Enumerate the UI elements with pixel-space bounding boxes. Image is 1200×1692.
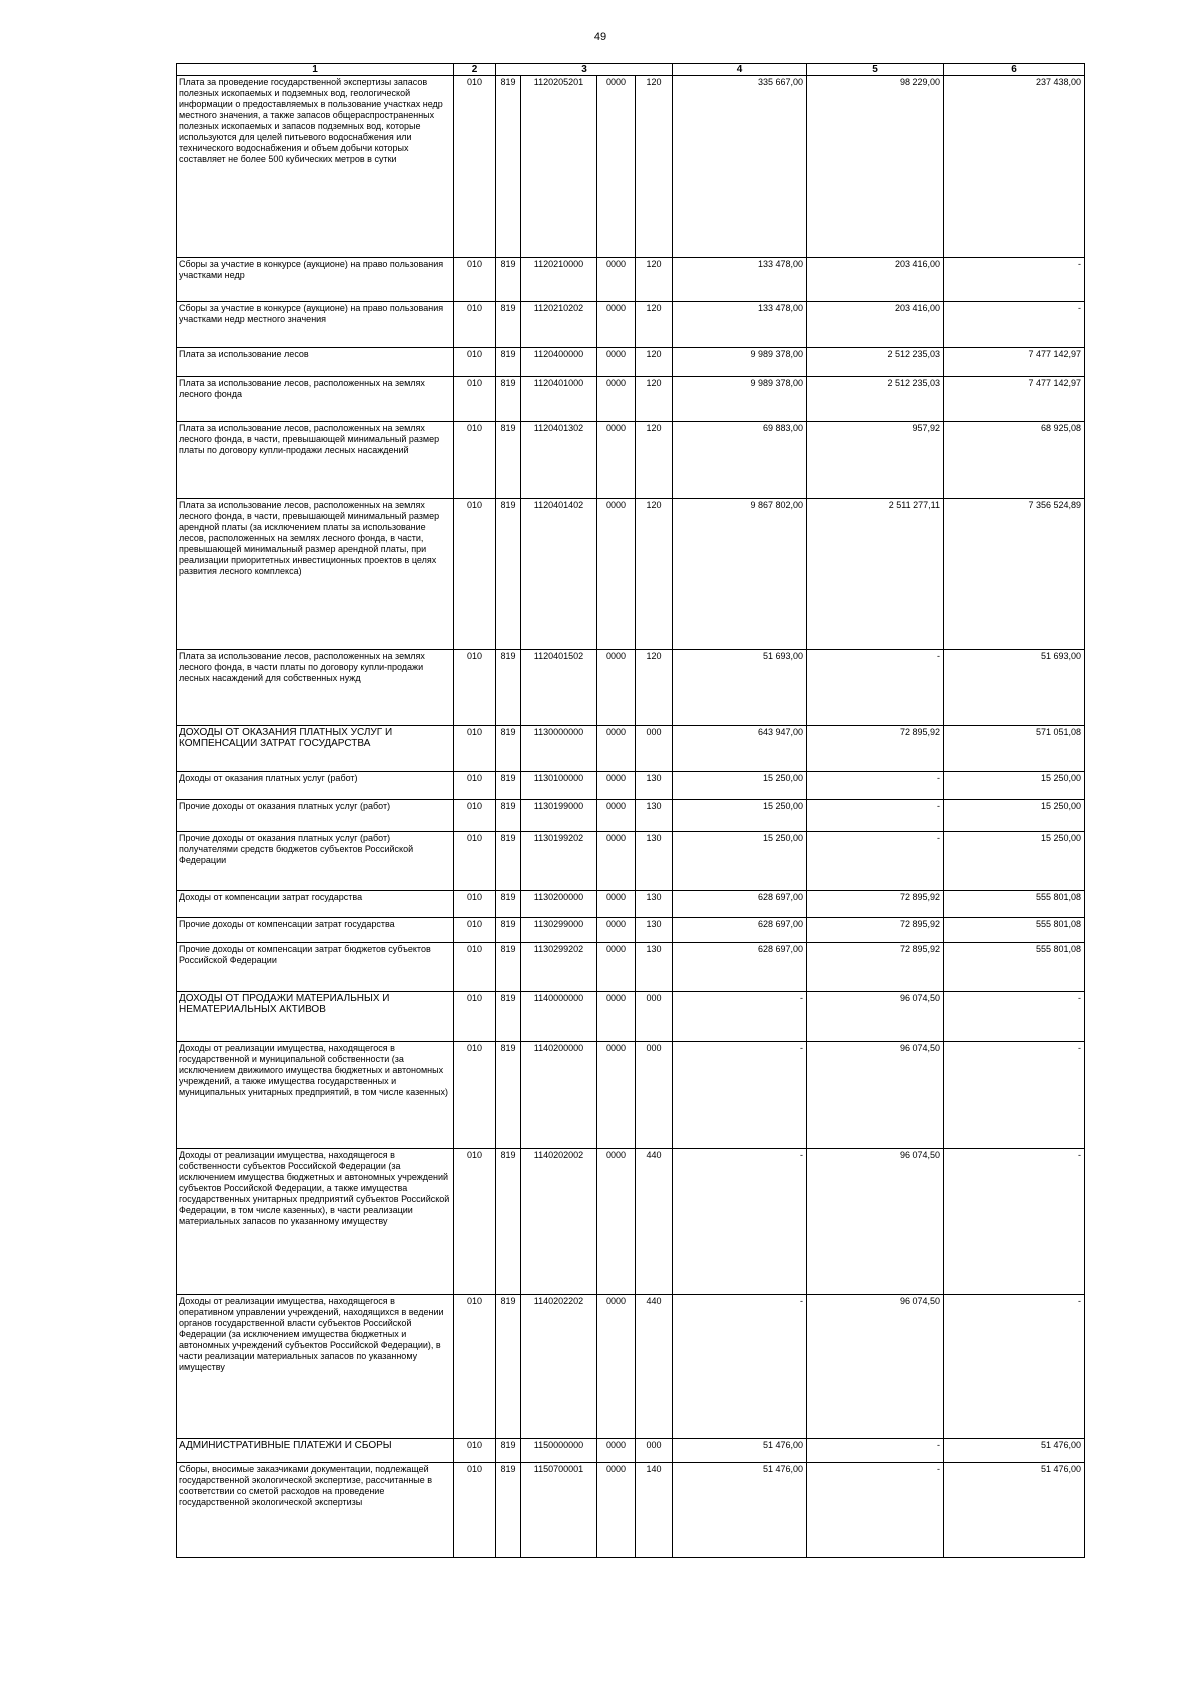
row-name: Прочие доходы от оказания платных услуг (работ) [177,800,454,832]
value-approved: 9 989 378,00 [673,348,807,377]
value-unexecuted: 51 476,00 [944,1463,1085,1558]
value-approved: 15 250,00 [673,800,807,832]
code-type: 440 [636,1149,673,1295]
value-unexecuted: 15 250,00 [944,800,1085,832]
code-admin: 010 [454,258,496,302]
code-program: 0000 [597,772,636,800]
revenue-table [176,63,1085,1558]
value-executed: 203 416,00 [807,302,944,348]
code-program: 0000 [597,1439,636,1463]
code-admin: 010 [454,943,496,992]
code-chapter: 819 [496,992,521,1042]
value-approved: 628 697,00 [673,943,807,992]
code-admin: 010 [454,1295,496,1439]
row-name: ДОХОДЫ ОТ ОКАЗАНИЯ ПЛАТНЫХ УСЛУГ И КОМПЕНСАЦИИ ЗАТРАТ ГОСУДАРСТВА [177,726,454,772]
table-row [177,1463,1085,1558]
row-name: Сборы за участие в конкурсе (аукционе) на право пользования участками недр [177,258,454,302]
code-kbk: 1120210000 [521,258,597,302]
code-type: 130 [636,918,673,943]
value-unexecuted: 51 693,00 [944,650,1085,726]
code-kbk: 1140000000 [521,992,597,1042]
value-executed: 72 895,92 [807,891,944,918]
code-program: 0000 [597,499,636,650]
row-name: Плата за использование лесов, расположенных на землях лесного фонда, в части, превышающей минимальный размер арендной платы (за исключением платы за использование лесов, расположенных на землях лесного фонда, в части, превышающей минимальный размер арендной платы, при реализации приоритетных инвестиционных проектов в целях развития лесного комплекса) [177,499,454,650]
value-unexecuted: 7 477 142,97 [944,348,1085,377]
value-executed: 72 895,92 [807,918,944,943]
table-row [177,1149,1085,1295]
table-row [177,302,1085,348]
code-chapter: 819 [496,348,521,377]
code-admin: 010 [454,918,496,943]
code-kbk: 1120400000 [521,348,597,377]
code-type: 120 [636,258,673,302]
value-unexecuted: 7 477 142,97 [944,377,1085,422]
code-admin: 010 [454,499,496,650]
table-row [177,832,1085,891]
value-executed: 96 074,50 [807,992,944,1042]
value-unexecuted: 237 438,00 [944,76,1085,258]
code-kbk: 1120210202 [521,302,597,348]
value-unexecuted: - [944,1042,1085,1149]
code-kbk: 1130100000 [521,772,597,800]
value-executed: 2 512 235,03 [807,377,944,422]
value-approved: 51 476,00 [673,1439,807,1463]
value-executed: 72 895,92 [807,943,944,992]
code-kbk: 1140202002 [521,1149,597,1295]
code-chapter: 819 [496,1149,521,1295]
code-admin: 010 [454,1042,496,1149]
value-executed: - [807,772,944,800]
value-approved: 335 667,00 [673,76,807,258]
value-approved: 15 250,00 [673,772,807,800]
row-name: Плата за использование лесов, расположенных на землях лесного фонда, в части платы по договору купли-продажи лесных насаждений для собственных нужд [177,650,454,726]
code-kbk: 1140200000 [521,1042,597,1149]
table-row [177,377,1085,422]
value-unexecuted: 7 356 524,89 [944,499,1085,650]
code-admin: 010 [454,76,496,258]
code-chapter: 819 [496,1439,521,1463]
value-approved: 628 697,00 [673,918,807,943]
value-approved: 51 693,00 [673,650,807,726]
code-chapter: 819 [496,891,521,918]
code-admin: 010 [454,1149,496,1295]
code-admin: 010 [454,1463,496,1558]
code-type: 120 [636,499,673,650]
code-chapter: 819 [496,422,521,499]
row-name: Прочие доходы от оказания платных услуг (работ) получателями средств бюджетов субъектов Российской Федерации [177,832,454,891]
row-name: Сборы, вносимые заказчиками документации, подлежащей государственной экологической экспертизе, рассчитанные в соответствии со сметой расходов на проведение государственной экологической экспертизы [177,1463,454,1558]
value-unexecuted: 51 476,00 [944,1439,1085,1463]
code-chapter: 819 [496,1463,521,1558]
code-program: 0000 [597,348,636,377]
value-executed: 98 229,00 [807,76,944,258]
code-program: 0000 [597,943,636,992]
value-approved: 15 250,00 [673,832,807,891]
value-unexecuted: - [944,302,1085,348]
value-executed: 96 074,50 [807,1149,944,1295]
table-row [177,499,1085,650]
code-program: 0000 [597,1042,636,1149]
value-unexecuted: 15 250,00 [944,772,1085,800]
code-chapter: 819 [496,377,521,422]
code-program: 0000 [597,992,636,1042]
table-row [177,918,1085,943]
code-kbk: 1120401402 [521,499,597,650]
table-row [177,1042,1085,1149]
code-type: 000 [636,1439,673,1463]
code-kbk: 1130299202 [521,943,597,992]
table-row [177,726,1085,772]
table-row [177,650,1085,726]
table-row [177,992,1085,1042]
row-name: АДМИНИСТРАТИВНЫЕ ПЛАТЕЖИ И СБОРЫ [177,1439,454,1463]
code-chapter: 819 [496,258,521,302]
code-type: 120 [636,348,673,377]
value-unexecuted: - [944,1149,1085,1295]
row-name: Сборы за участие в конкурсе (аукционе) на право пользования участками недр местного значения [177,302,454,348]
table-row [177,422,1085,499]
table-row [177,76,1085,258]
code-admin: 010 [454,377,496,422]
page-number: 49 [593,31,607,43]
code-program: 0000 [597,1295,636,1439]
value-executed: 72 895,92 [807,726,944,772]
code-chapter: 819 [496,772,521,800]
table-row [177,1295,1085,1439]
value-approved: 51 476,00 [673,1463,807,1558]
code-kbk: 1120401502 [521,650,597,726]
header-col-5: 5 [807,64,944,76]
value-approved: - [673,1295,807,1439]
code-kbk: 1150000000 [521,1439,597,1463]
value-executed: 96 074,50 [807,1042,944,1149]
code-chapter: 819 [496,302,521,348]
code-type: 130 [636,772,673,800]
code-program: 0000 [597,726,636,772]
code-type: 130 [636,800,673,832]
code-program: 0000 [597,650,636,726]
value-approved: 133 478,00 [673,258,807,302]
code-program: 0000 [597,800,636,832]
code-program: 0000 [597,1463,636,1558]
header-col-3: 3 [496,64,673,76]
value-executed: - [807,1439,944,1463]
value-unexecuted: - [944,258,1085,302]
row-name: Доходы от реализации имущества, находящегося в собственности субъектов Российской Федерации (за исключением имущества бюджетных и автономных учреждений субъектов Российской Федерации, а также имущества государственных унитарных предприятий субъектов Российской Федерации, в том числе казенных), в части реализации материальных запасов по указанному имуществу [177,1149,454,1295]
row-name: Доходы от реализации имущества, находящегося в государственной и муниципальной собственности (за исключением движимого имущества бюджетных и автономных учреждений, а также имущества государственных и муниципальных унитарных предприятий, в том числе казенных) [177,1042,454,1149]
code-kbk: 1120401302 [521,422,597,499]
code-admin: 010 [454,800,496,832]
code-program: 0000 [597,832,636,891]
value-executed: 96 074,50 [807,1295,944,1439]
value-approved: 69 883,00 [673,422,807,499]
header-col-6: 6 [944,64,1085,76]
code-chapter: 819 [496,918,521,943]
value-unexecuted: - [944,992,1085,1042]
value-approved: 9 989 378,00 [673,377,807,422]
code-chapter: 819 [496,499,521,650]
value-approved: 133 478,00 [673,302,807,348]
code-chapter: 819 [496,943,521,992]
code-admin: 010 [454,302,496,348]
code-program: 0000 [597,76,636,258]
value-executed: 2 512 235,03 [807,348,944,377]
code-program: 0000 [597,1149,636,1295]
code-kbk: 1150700001 [521,1463,597,1558]
value-executed: - [807,1463,944,1558]
table-row [177,772,1085,800]
code-program: 0000 [597,302,636,348]
code-type: 000 [636,992,673,1042]
code-type: 130 [636,832,673,891]
row-name: Плата за использование лесов [177,348,454,377]
value-approved: 643 947,00 [673,726,807,772]
code-program: 0000 [597,377,636,422]
value-unexecuted: 68 925,08 [944,422,1085,499]
code-kbk: 1120401000 [521,377,597,422]
value-unexecuted: 555 801,08 [944,918,1085,943]
code-kbk: 1120205201 [521,76,597,258]
code-kbk: 1130200000 [521,891,597,918]
row-name: ДОХОДЫ ОТ ПРОДАЖИ МАТЕРИАЛЬНЫХ И НЕМАТЕРИАЛЬНЫХ АКТИВОВ [177,992,454,1042]
code-kbk: 1130199000 [521,800,597,832]
value-executed: 2 511 277,11 [807,499,944,650]
row-name: Плата за использование лесов, расположенных на землях лесного фонда, в части, превышающей минимальный размер платы по договору купли-продажи лесных насаждений [177,422,454,499]
code-chapter: 819 [496,76,521,258]
code-chapter: 819 [496,800,521,832]
code-kbk: 1130199202 [521,832,597,891]
value-unexecuted: 555 801,08 [944,943,1085,992]
code-type: 440 [636,1295,673,1439]
value-executed: 203 416,00 [807,258,944,302]
code-kbk: 1130299000 [521,918,597,943]
code-type: 120 [636,76,673,258]
value-approved: 628 697,00 [673,891,807,918]
code-type: 140 [636,1463,673,1558]
code-type: 120 [636,422,673,499]
row-name: Прочие доходы от компенсации затрат государства [177,918,454,943]
code-type: 120 [636,302,673,348]
row-name: Прочие доходы от компенсации затрат бюджетов субъектов Российской Федерации [177,943,454,992]
value-unexecuted: 555 801,08 [944,891,1085,918]
code-admin: 010 [454,891,496,918]
code-admin: 010 [454,992,496,1042]
code-chapter: 819 [496,726,521,772]
code-program: 0000 [597,918,636,943]
code-type: 120 [636,650,673,726]
code-type: 120 [636,377,673,422]
code-chapter: 819 [496,1042,521,1149]
table-header-row [177,64,1085,76]
code-admin: 010 [454,832,496,891]
code-type: 130 [636,891,673,918]
value-unexecuted: 15 250,00 [944,832,1085,891]
code-program: 0000 [597,891,636,918]
code-type: 130 [636,943,673,992]
code-chapter: 819 [496,832,521,891]
code-kbk: 1130000000 [521,726,597,772]
header-col-2: 2 [454,64,496,76]
table-row [177,258,1085,302]
code-type: 000 [636,726,673,772]
value-approved: - [673,1042,807,1149]
table-row [177,1439,1085,1463]
code-chapter: 819 [496,1295,521,1439]
value-executed: - [807,650,944,726]
row-name: Плата за использование лесов, расположенных на землях лесного фонда [177,377,454,422]
code-type: 000 [636,1042,673,1149]
row-name: Доходы от компенсации затрат государства [177,891,454,918]
value-approved: - [673,992,807,1042]
value-approved: 9 867 802,00 [673,499,807,650]
code-program: 0000 [597,422,636,499]
header-col-1: 1 [177,64,454,76]
table-row [177,800,1085,832]
row-name: Доходы от оказания платных услуг (работ) [177,772,454,800]
value-unexecuted: - [944,1295,1085,1439]
value-unexecuted: 571 051,08 [944,726,1085,772]
row-name: Плата за проведение государственной экспертизы запасов полезных ископаемых и подземных вод, геологической информации о предоставляемых в пользование участках недр местного значения, а также запасов общераспространенных полезных ископаемых и запасов подземных вод, которые используются для целей питьевого водоснабжения или технического водоснабжения и объем добычи которых составляет не более 500 кубических метров в сутки [177,76,454,258]
code-admin: 010 [454,726,496,772]
code-admin: 010 [454,422,496,499]
value-approved: - [673,1149,807,1295]
code-admin: 010 [454,1439,496,1463]
table-row [177,348,1085,377]
code-kbk: 1140202202 [521,1295,597,1439]
header-col-4: 4 [673,64,807,76]
value-executed: 957,92 [807,422,944,499]
value-executed: - [807,800,944,832]
table-row [177,891,1085,918]
code-admin: 010 [454,650,496,726]
row-name: Доходы от реализации имущества, находящегося в оперативном управлении учреждений, находящихся в ведении органов государственной власти субъектов Российской Федерации (за исключением имущества бюджетных и автономных учреждений субъектов Российской Федерации), в части реализации материальных запасов по указанному имуществу [177,1295,454,1439]
code-program: 0000 [597,258,636,302]
code-admin: 010 [454,348,496,377]
table-row [177,943,1085,992]
code-admin: 010 [454,772,496,800]
code-chapter: 819 [496,650,521,726]
value-executed: - [807,832,944,891]
